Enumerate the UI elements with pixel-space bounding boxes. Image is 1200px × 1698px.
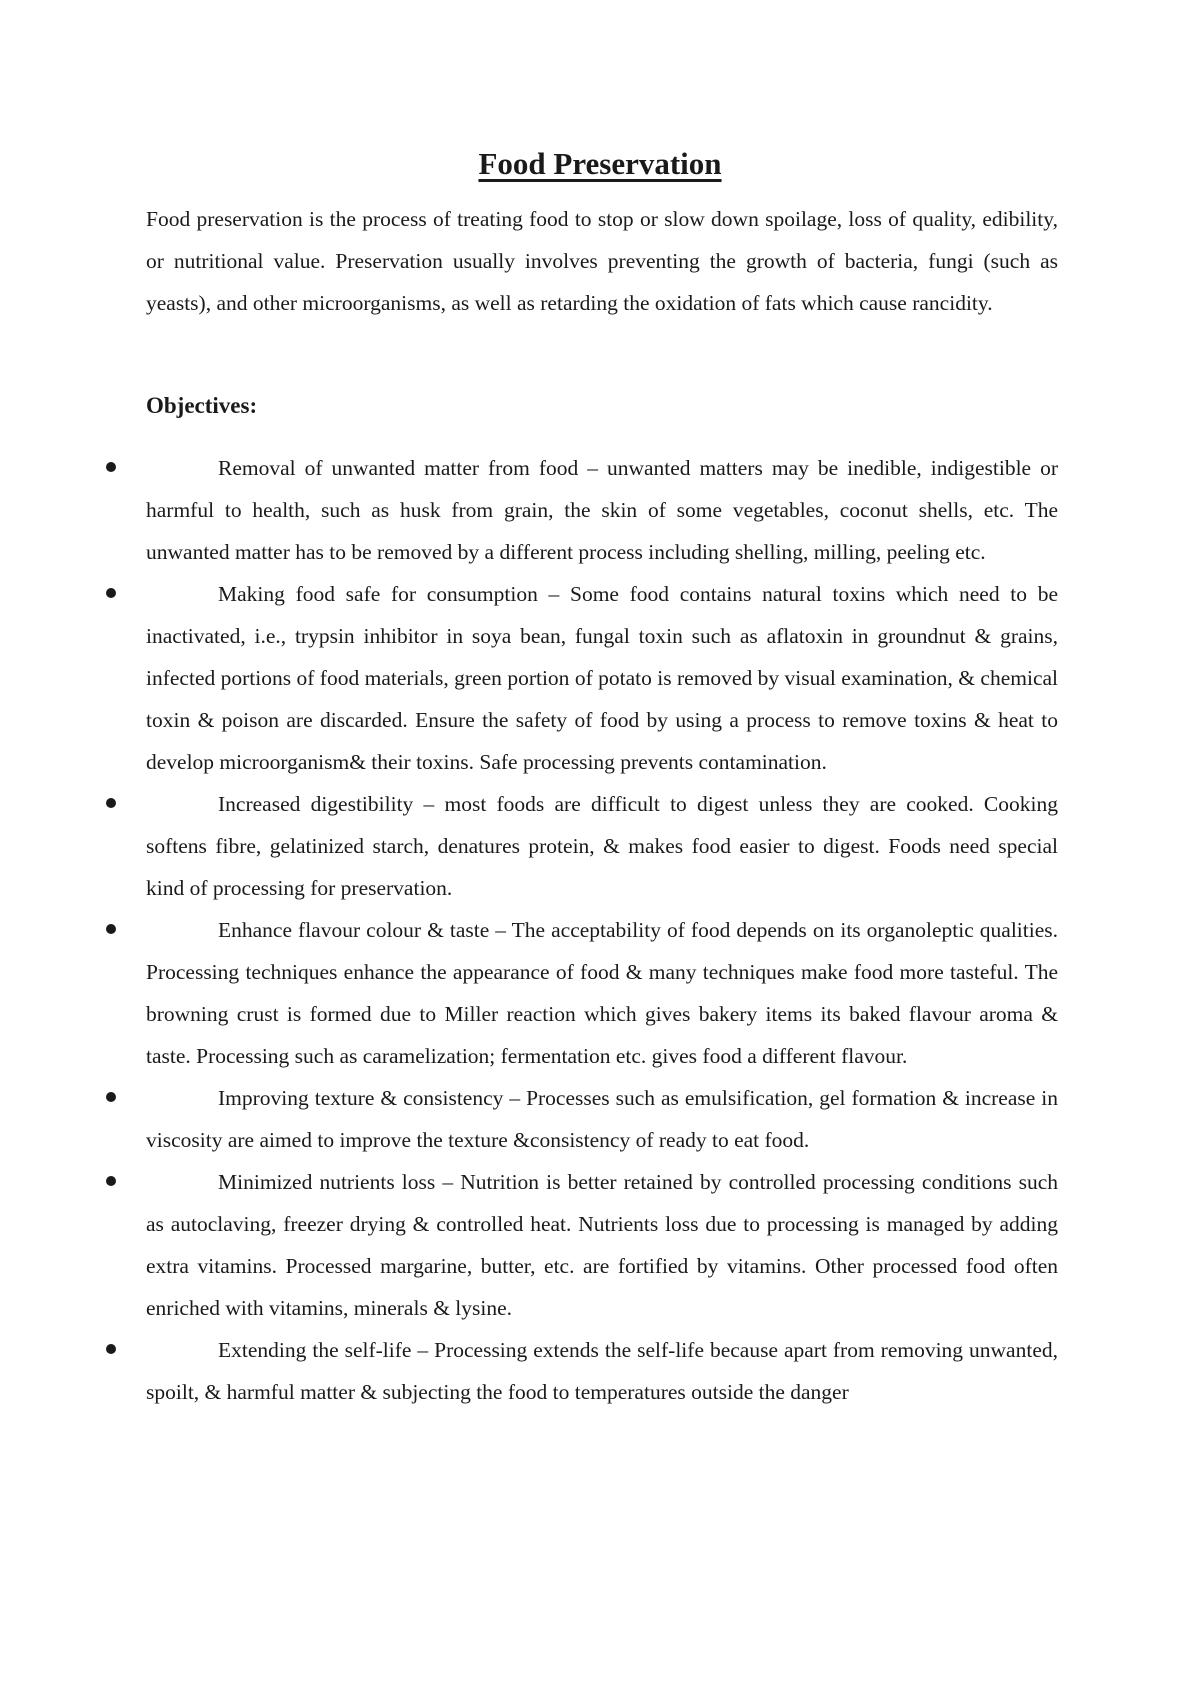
objective-text: Minimized nutrients loss – Nutrition is better retained by controlled processing conditions such as autoclaving, freezer drying & controlled heat. Nutrients loss due to processing is managed by adding extra vitamins. Processed margarine, butter, etc. are fortified by vitamins. Other processed food often enriched with vitamins, minerals & lysine. [146, 1170, 1058, 1320]
bullet-icon [106, 798, 116, 808]
objective-item [146, 1077, 1058, 1161]
bullet-icon [106, 462, 116, 472]
objective-text: Improving texture & consistency – Processes such as emulsification, gel formation & increase in viscosity are aimed to improve the texture &consistency of ready to eat food. [146, 1086, 1058, 1152]
objective-item [146, 783, 1058, 909]
objectives-list [146, 447, 1058, 1413]
objective-text: Extending the self-life – Processing extends the self-life because apart from removing unwanted, spoilt, & harmful matter & subjecting the food to temperatures outside the danger [146, 1338, 1058, 1404]
objective-item [146, 447, 1058, 573]
objective-text: Enhance flavour colour & taste – The acceptability of food depends on its organoleptic qualities. Processing techniques enhance the appearance of food & many techniques make food more tasteful. The browning crust is formed due to Miller reaction which gives bakery items its baked flavour aroma & taste. Processing such as caramelization; fermentation etc. gives food a different flavour. [146, 918, 1058, 1068]
objective-item [146, 1161, 1058, 1329]
objective-text: Removal of unwanted matter from food – unwanted matters may be inedible, indigestible or harmful to health, such as husk from grain, the skin of some vegetables, coconut shells, etc. The unwanted matter has to be removed by a different process including shelling, milling, peeling etc. [146, 456, 1058, 564]
objective-text: Increased digestibility – most foods are difficult to digest unless they are cooked. Cooking softens fibre, gelatinized starch, denatures protein, & makes food easier to digest. Foods need special kind of processing for preservation. [146, 792, 1058, 900]
bullet-icon [106, 1092, 116, 1102]
bullet-icon [106, 1176, 116, 1186]
page-title: Food Preservation [478, 146, 722, 181]
objective-text: Making food safe for consumption – Some food contains natural toxins which need to be inactivated, i.e., trypsin inhibitor in soya bean, fungal toxin such as aflatoxin in groundnut & grains, infected portions of food materials, green portion of potato is removed by visual examination, & chemical toxin & poison are discarded. Ensure the safety of food by using a process to remove toxins & heat to develop microorganism& their toxins. Safe processing prevents contamination. [146, 582, 1058, 774]
objective-item [146, 573, 1058, 783]
bullet-icon [106, 588, 116, 598]
objective-item [146, 909, 1058, 1077]
bullet-icon [106, 1344, 116, 1354]
intro-paragraph: Food preservation is the process of treating food to stop or slow down spoilage, loss of quality, edibility, or nutritional value. Preservation usually involves preventing the growth of bacteria, fungi (such as yeasts), and other microorganisms, as well as retarding the oxidation of fats which cause rancidity. [146, 207, 1058, 315]
objective-item [146, 1329, 1058, 1413]
objectives-heading: Objectives: [146, 393, 258, 418]
bullet-icon [106, 924, 116, 934]
